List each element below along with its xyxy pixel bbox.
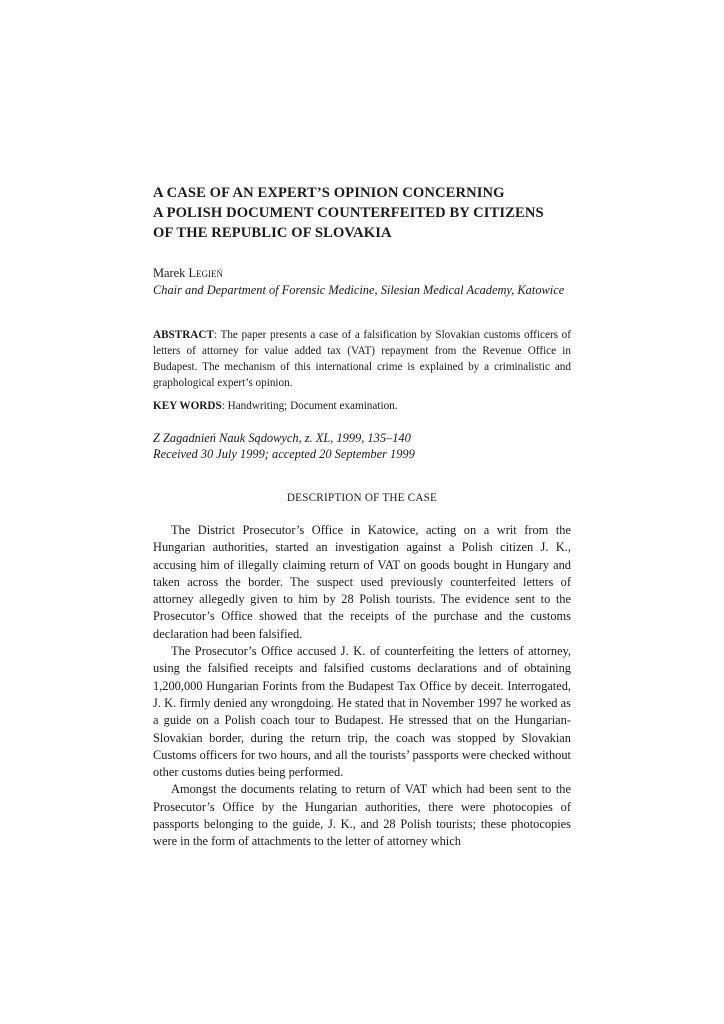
title-line-2: A POLISH DOCUMENT COUNTERFEITED BY CITIZENS [153, 205, 544, 221]
title-line-1: A CASE OF AN EXPERT’S OPINION CONCERNING [153, 185, 505, 201]
citation-block [153, 430, 571, 462]
author-block [153, 265, 571, 299]
author-name [153, 265, 571, 282]
paper-title [153, 183, 583, 243]
body-paragraph-1: The District Prosecutor’s Office in Katowice, acting on a writ from the Hungarian authorities, started an investigation against a Polish citizen J. K., accusing him of illegally claiming return of VAT on goods bought in Hungary and taken across the border. The suspect used previously counterfeited letters of attorney allegedly given to him by 28 Polish tourists. The evidence sent to the Prosecutor’s Office showed that the receipts of the purchase and the customs declaration had been falsified. [153, 523, 571, 641]
title-line-3: OF THE REPUBLIC OF SLOVAKIA [153, 225, 392, 241]
body-paragraph-2: The Prosecutor’s Office accused J. K. of counterfeiting the letters of attorney, using the falsified receipts and falsified customs declarations and of obtaining 1,200,000 Hungarian Forints from the Budapest Tax Office by deceit. Interrogated, J. K. firmly denied any wrongdoing. He stated that in November 1997 he worked as a guide on a Polish coach tour to Budapest. He stressed that on the Hungarian- Slovakian border, during the return trip, the coach was stopped by Slovakian Customs officers for two hours, and all the tourists’ passports were checked without other customs duties being performed. [153, 644, 571, 780]
keywords [153, 398, 571, 414]
author-first-name: Marek [153, 266, 186, 280]
abstract-text: : The paper presents a case of a falsification by Slovakian customs officers of letters of attorney for value added tax (VAT) repayment from the Revenue Office in Budapest. The mechanism of this international crime is explained by a criminalistic and graphological expert’s opinion. [153, 329, 571, 389]
abstract [153, 327, 571, 391]
section-heading: DESCRIPTION OF THE CASE [286, 492, 438, 504]
citation-journal: Z Zagadnień Nauk Sądowych, z. XL, 1999, 135–140 [153, 431, 411, 445]
body-text [153, 522, 571, 851]
abstract-label: ABSTRACT [153, 329, 214, 341]
citation-dates: Received 30 July 1999; accepted 20 September 1999 [153, 447, 415, 461]
author-affiliation: Chair and Department of Forensic Medicine, Silesian Medical Academy, Katowice [153, 283, 565, 297]
author-surname: Legień [188, 266, 224, 280]
keywords-label: KEY WORDS [153, 400, 222, 412]
body-paragraph-3: Amongst the documents relating to return of VAT which had been sent to the Prosecutor’s Office by the Hungarian authorities, there were photocopies of passports belonging to the guide, J. K., and 28 Polish tourists; these photocopies were in the form of attachments to the letter of attorney which [153, 782, 571, 849]
keywords-text: : Handwriting; Document examination. [221, 400, 398, 412]
